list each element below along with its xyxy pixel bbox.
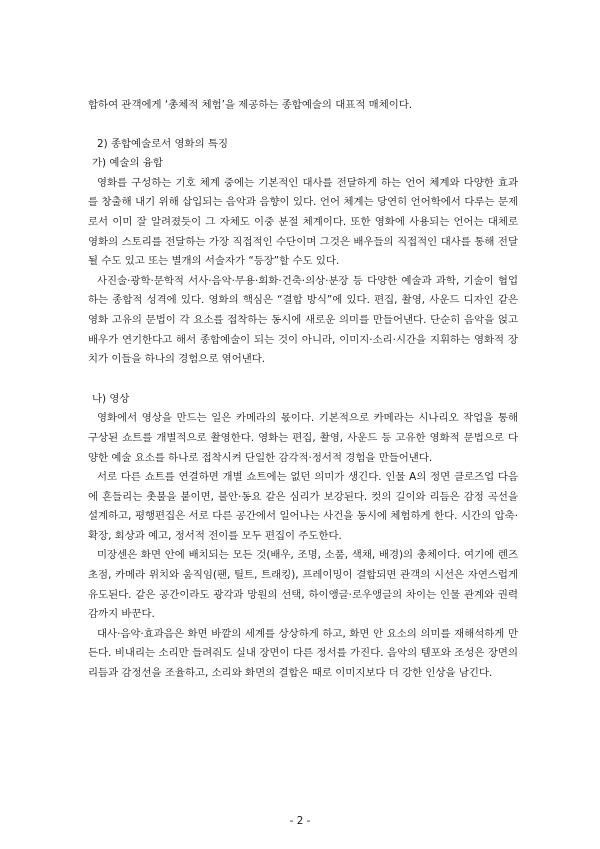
subsection-heading-image: 나) 영상 <box>92 392 130 405</box>
intro-line: 합하여 관객에게 ‘총체적 체험’을 제공하는 종합예술의 대표적 매체이다. <box>88 99 413 111</box>
paragraph: 대사·음악·효과음은 화면 바깥의 세계를 상상하게 하고, 화면 안 요소의 의미를 재해석하게 만든다. 비내리는 소리만 들려줘도 실내 장면이 다른 정서를 가진다. 음악의 템포와 조성은 장면의 리듬과 감정선을 조율하고, 소리와 화면의 결합은 때로 이미지보다 더 강한 인상을 남긴다. <box>88 627 518 680</box>
paragraph: 사진술·광학·문학적 서사·음악·무용·회화·건축·의상·분장 등 다양한 예술과 과학, 기술이 협업하는 종합적 성격에 있다. 영화의 핵심은 “결합 방식”에 있다. 편집, 촬영, 사운드 디자인 같은 영화 고유의 문법이 각 요소를 접착하는 동시에 새로운 의미를 만들어낸다. 단순히 음악을 얹고 배우가 연기한다고 해서 종합예술이 되는 것이 아니라, 이미지·소리·시간을 지휘하는 영화적 장치가 이들을 하나의 경험으로 엮어낸다. <box>88 274 518 366</box>
paragraph: 서로 다른 쇼트를 연결하면 개별 쇼트에는 없던 의미가 생긴다. 인물 A의 정면 클로즈업 다음에 흔들리는 촛불을 붙이면, 불안·동요 같은 심리가 보강된다. 컷의 길이와 리듬은 감정 곡선을 설계하고, 평행편집은 서로 다른 공간에서 일어나는 사건을 동시에 체험하게 한다. 시간의 압축·확장, 회상과 예고, 정서적 전이를 모두 편집이 주도한다. <box>88 471 518 542</box>
section-heading: 2) 종합예술로서 영화의 특징 <box>97 137 228 150</box>
paragraph: 영화에서 영상을 만드는 일은 카메라의 몫이다. 기본적으로 카메라는 시나리오 작업을 통해 구상된 쇼트를 개별적으로 촬영한다. 영화는 편집, 촬영, 사운드 등 고유한 영화적 문법으로 다양한 예술 요소를 하나로 접착시켜 단일한 감각적·정서적 경험을 만들어낸다. <box>88 412 518 464</box>
subsection-heading-art-fusion: 가) 예술의 융합 <box>92 157 163 170</box>
paragraph: 영화를 구성하는 기호 체계 중에는 기본적인 대사를 전달하게 하는 언어 체계와 다양한 효과를 창출해 내기 위해 삽입되는 음악과 음향이 있다. 언어 체계는 당연히 언어학에서 다루는 문제로서 이미 잘 알려졌듯이 그 자체도 이중 분절 체계이다. 또한 영화에 사용되는 언어는 대체로 영화의 스토리를 전달하는 가장 직접적인 수단이며 그것은 배우들의 직접적인 대사를 통해 전달될 수도 있고 또는 별개의 서술자가 “등장”할 수도 있다. <box>88 176 518 268</box>
paragraph: 미장센은 화면 안에 배치되는 모든 것(배우, 조명, 소품, 색채, 배경)의 총체이다. 여기에 렌즈 초점, 카메라 위치와 움직임(팬, 틸트, 트래킹), 프레이밍이 결합되면 관객의 시선은 자연스럽게 유도된다. 같은 공간이라도 광각과 망원의 선택, 하이앵글·로우앵글의 차이는 인물 관계와 권력감까지 바꾼다. <box>88 549 518 621</box>
body-text <box>88 96 518 684</box>
page-number: - 2 - <box>289 815 311 827</box>
